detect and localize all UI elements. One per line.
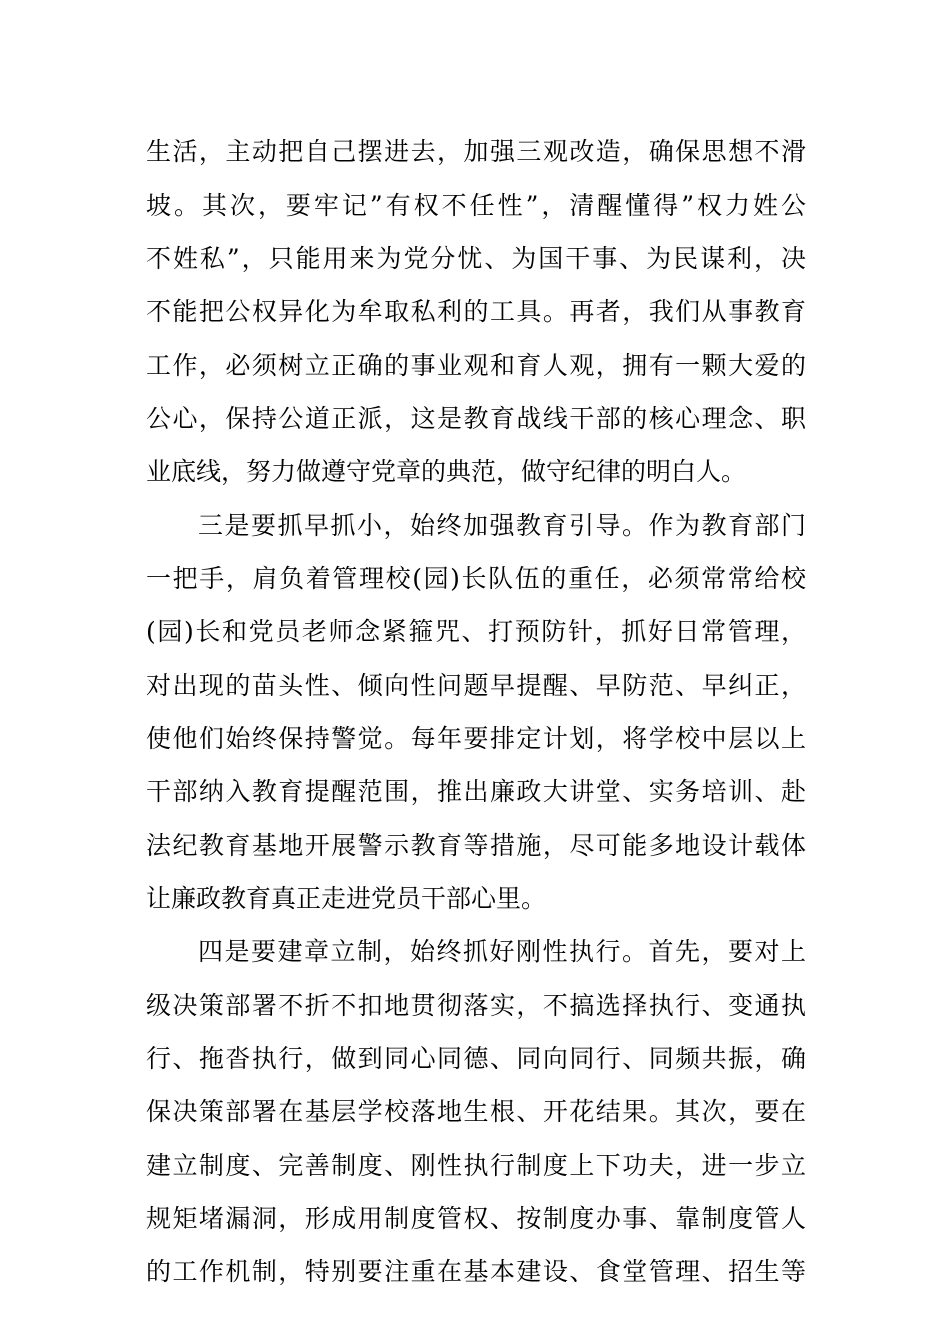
text-line: 级决策部署不折不扣地贯彻落实，不搞选择执行、变通执 xyxy=(146,991,806,1020)
text-line: 生活，主动把自己摆进去，加强三观改造，确保思想不滑 xyxy=(146,137,806,166)
text-line: 不姓私”，只能用来为党分忧、为国干事、为民谋利，决 xyxy=(146,244,806,273)
text-line: 保决策部署在基层学校落地生根、开花结果。其次，要在 xyxy=(146,1097,806,1126)
text-line: 使他们始终保持警觉。每年要排定计划，将学校中层以上 xyxy=(146,724,806,753)
text-line: 对出现的苗头性、倾向性问题早提醒、早防范、早纠正， xyxy=(146,671,806,700)
text-line: 坡。其次，要牢记”有权不任性”，清醒懂得”权力姓公 xyxy=(146,191,806,220)
text-line: 让廉政教育真正走进党员干部心里。 xyxy=(146,884,547,913)
text-line: 行、拖沓执行，做到同心同德、同向同行、同频共振，确 xyxy=(146,1044,806,1073)
paragraph-first-line: 四是要建章立制，始终抓好刚性执行。首先，要对上 xyxy=(198,937,806,966)
text-line: 公心，保持公道正派，这是教育战线干部的核心理念、职 xyxy=(146,404,806,433)
text-line: 建立制度、完善制度、刚性执行制度上下功夫，进一步立 xyxy=(146,1151,806,1180)
text-line: 的工作机制，特别要注重在基本建设、食堂管理、招生等 xyxy=(146,1257,806,1286)
text-line: 干部纳入教育提醒范围，推出廉政大讲堂、实务培训、赴 xyxy=(146,777,806,806)
text-line: 法纪教育基地开展警示教育等措施，尽可能多地设计载体 xyxy=(146,831,806,860)
text-line: 规矩堵漏洞，形成用制度管权、按制度办事、靠制度管人 xyxy=(146,1204,806,1233)
text-line: (园)长和党员老师念紧箍咒、打预防针，抓好日常管理， xyxy=(146,617,806,646)
text-line: 不能把公权异化为牟取私利的工具。再者，我们从事教育 xyxy=(146,297,806,326)
text-line: 一把手，肩负着管理校(园)长队伍的重任，必须常常给校 xyxy=(146,564,806,593)
text-line: 业底线，努力做遵守党章的典范，做守纪律的明白人。 xyxy=(146,457,747,486)
text-line: 工作，必须树立正确的事业观和育人观，拥有一颗大爱的 xyxy=(146,351,806,380)
paragraph-first-line: 三是要抓早抓小，始终加强教育引导。作为教育部门 xyxy=(198,511,806,540)
